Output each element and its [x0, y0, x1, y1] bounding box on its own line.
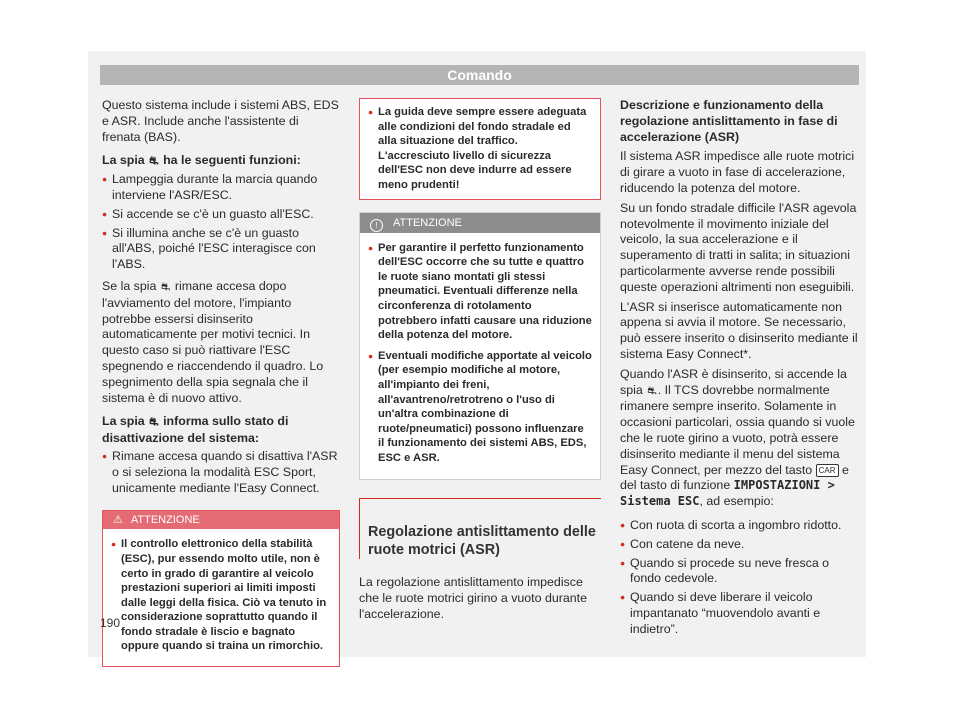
warning-box: [102, 510, 340, 667]
column-2: [359, 98, 601, 631]
section-title: Regolazione antislittamento delle ruote motrici (ASR): [359, 499, 601, 559]
esc-warning-icon: ⛐: [149, 155, 159, 168]
spia-paragraph: Se la spia ⛐ rimane accesa dopo l'avviamento del motore, l'impianto potrebbe essersi disinserito automaticamente per motivi tecnici. In questo caso si può riattivare l'ESC spegnendo e riaccendendo il quadro. Lo spegnimento della spia segnala che il sistema è di nuovo attivo.: [102, 278, 324, 405]
caution-item: ● Per garantire il perfetto funzionamento dell'ESC occorre che su tutte e quattro le ruote siano montati gli stessi pneumatici. Eventuali differenze nella circonferenza di rotolamento potrebbero infatti causare una riduzione della potenza del motore.: [368, 241, 592, 343]
paragraph: Il sistema ASR impedisce alle ruote motrici di girare a vuoto in fase di accelerazione, riducendo la potenza del motore.: [620, 149, 855, 195]
list-item: ● Con catene da neve.: [620, 537, 860, 553]
list-item: ● Quando si deve liberare il veicolo impantanato “muovendolo avanti e indietro”.: [620, 590, 860, 637]
caution-item: ● Eventuali modifiche apportate al veicolo (per esempio modifiche al motore, all'impianto dei freni, all'avantreno/retrotreno o l'uso di un'altra combinazione di ruote/pneumatici) possono influenzare il funzionamento dei sistemi ABS, EDS, ESC e ASR.: [368, 349, 592, 466]
caution-box: [359, 212, 601, 481]
list-item: ● Si illumina anche se c'è un guasto all'ABS, poiché l'ESC interagisce con l'ABS.: [102, 226, 340, 273]
warning-box-continued: [359, 98, 601, 200]
list-item: ● Si accende se c'è un guasto all'ESC.: [102, 207, 340, 223]
warning-header: ⚠ ATTENZIONE: [103, 511, 339, 529]
paragraph: L'ASR si inserisce automaticamente non appena si avvia il motore. Se necessario, può essere inserito o disinserito mediante il sistema Easy Connect*.: [620, 299, 858, 361]
section-heading: Descrizione e funzionamento della regolazione antislittamento in fase di accelerazione (ASR): [620, 98, 838, 144]
page-header: Comando: [100, 65, 859, 85]
section-divider: [359, 498, 601, 559]
paragraph: Quando l'ASR è disinserito, si accende la spia ⛐. Il TCS dovrebbe normalmente rimanere sempre inserito. Solamente in occasioni particolari, ossia quando si vuole che le ruote girino a vuoto, potrà essere disinserito mediante il menu del sistema Easy Connect, per mezzo del tasto CAR e del tasto di funzione IMPOSTAZIONI > Sistema ESC, ad esempio:: [620, 366, 855, 509]
list-item: ● Quando si procede su neve fresca o fondo cedevole.: [620, 556, 860, 588]
paragraph: Su un fondo stradale difficile l'ASR agevola notevolmente il movimento iniziale del veicolo, la sua accelerazione e il superamento di tratti in salita; in situazioni particolarmente avverse rende possibili queste operazioni altrimenti non eseguibili.: [620, 200, 857, 294]
intro-paragraph: Questo sistema include i sistemi ABS, EDS e ASR. Include anche l'assistente di frenata (BAS).: [102, 98, 339, 144]
list-item: ● Rimane accesa quando si disattiva l'ASR o si seleziona la modalità ESC Sport, unicamente mediante l'Easy Connect.: [102, 449, 340, 496]
warning-item: ● Il controllo elettronico della stabilità (ESC), pur essendo molto utile, non è certo in grado di garantire al veicolo prestazioni superiori ai limiti imposti dalle leggi della fisica. Ciò va tenuto in considerazione soprattutto quando il fondo stradale è liscio e bagnato oppure quando si traina un rimorchio.: [111, 537, 331, 654]
section-paragraph: La regolazione antislittamento impedisce che le ruote motrici girino a vuoto durante l'accelerazione.: [359, 575, 587, 622]
info-icon: !: [370, 219, 383, 232]
spia-heading: La spia ⛐ ha le seguenti funzioni:: [102, 153, 340, 170]
caution-header: ! ATTENZIONE: [360, 213, 600, 233]
page-number: 190: [100, 616, 121, 630]
spia2-heading: La spia ⛐ informa sullo stato di disattivazione del sistema:: [102, 414, 289, 446]
list-item: ● Lampeggia durante la marcia quando interviene l'ASR/ESC.: [102, 172, 340, 204]
column-3: [620, 98, 860, 641]
warning-triangle-icon: ⚠: [113, 514, 123, 527]
list-item: ● Con ruota di scorta a ingombro ridotto.: [620, 518, 860, 534]
car-key-icon: CAR: [816, 464, 839, 477]
esc-warning-icon: ⛐: [160, 280, 171, 293]
warning-item: ● La guida deve sempre essere adeguata alle condizioni del fondo stradale ed alla situazione del traffico. L'accresciuto livello di sicurezza dell'ESC non deve indurre ad essere meno prudenti!: [368, 105, 592, 193]
asr-off-icon: ⛐: [647, 384, 657, 397]
column-1: [102, 98, 340, 667]
esc-off-icon: ⛐: [149, 416, 159, 429]
menu-path: IMPOSTAZIONI > Sistema ESC: [620, 478, 835, 509]
